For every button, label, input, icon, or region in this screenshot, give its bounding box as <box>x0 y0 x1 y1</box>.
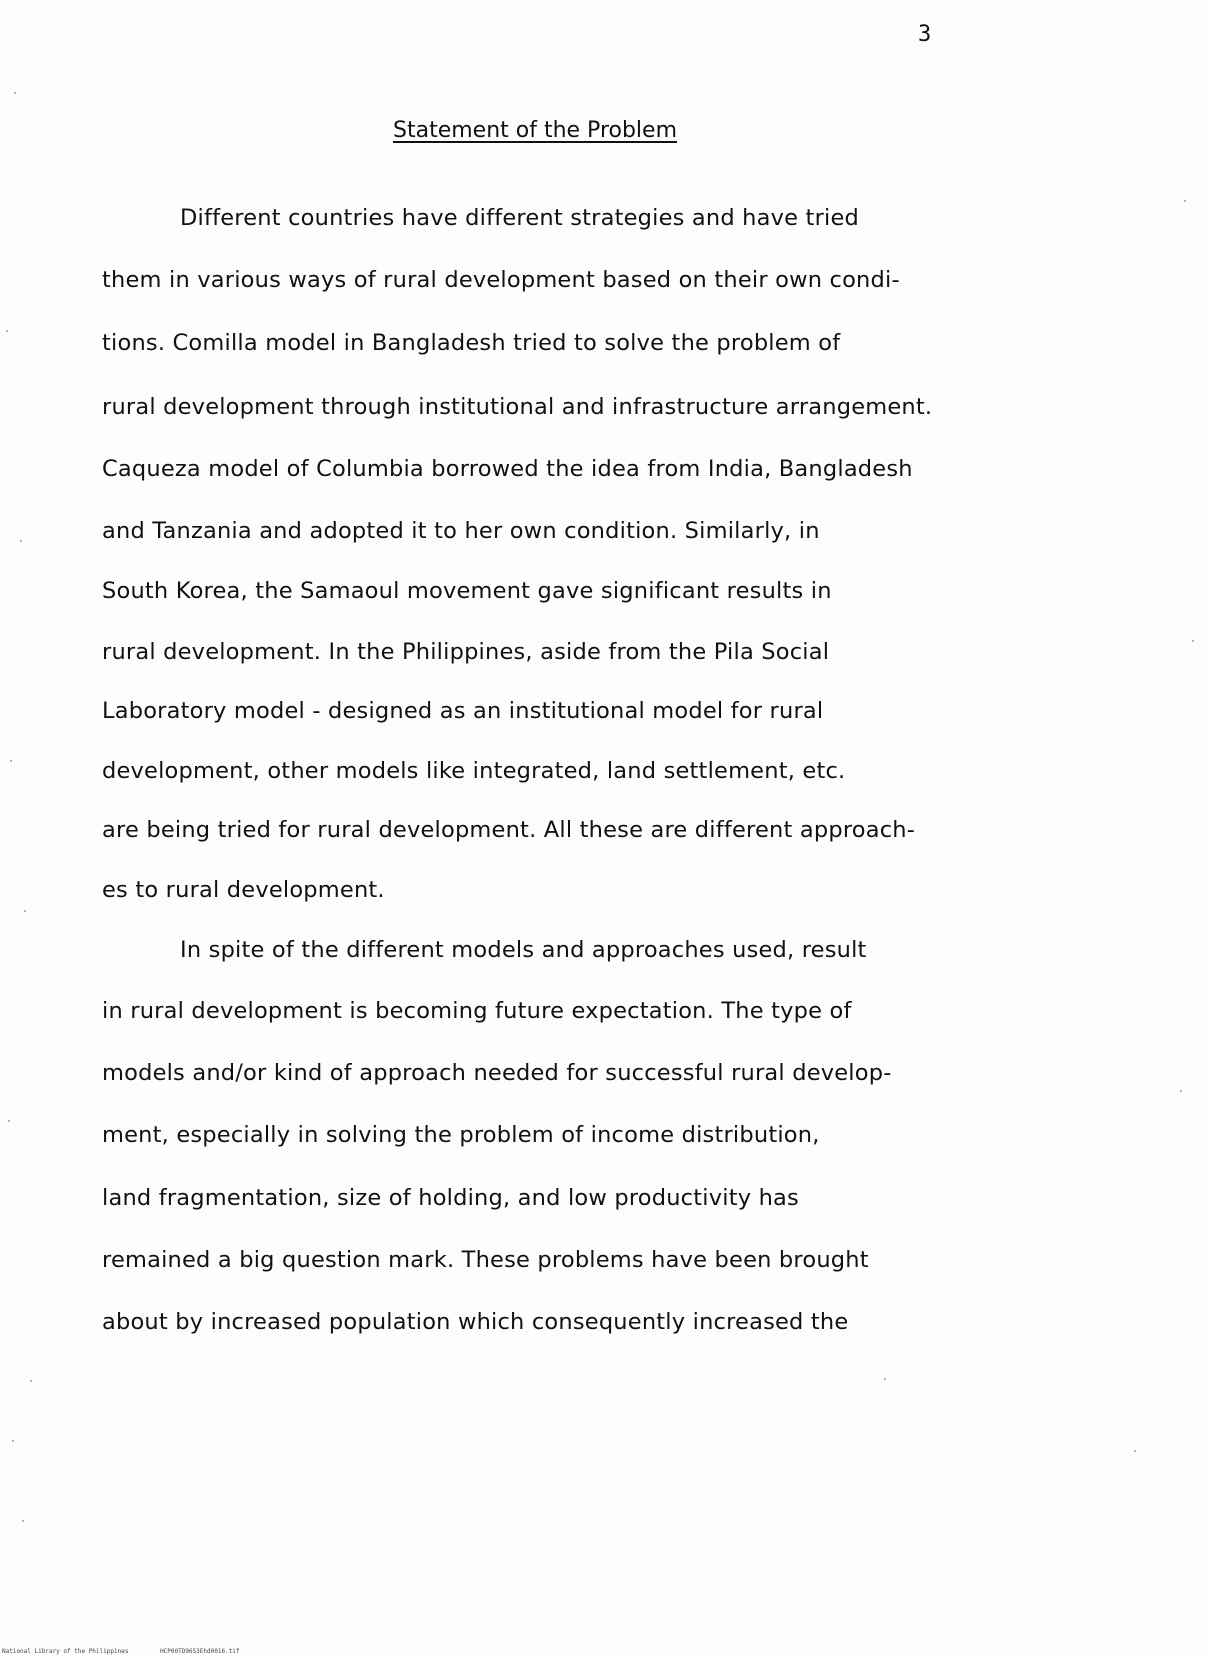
text-line: In spite of the different models and approaches used, result <box>180 937 867 963</box>
scan-speck <box>1184 200 1186 202</box>
text-line: about by increased population which consequently increased the <box>102 1309 849 1335</box>
footer-file-id: HCP00TD9653Ehd0016.tif <box>160 1648 240 1655</box>
text-line: Different countries have different strategies and have tried <box>180 205 859 231</box>
text-line: South Korea, the Samaoul movement gave significant results in <box>102 578 832 604</box>
text-line: rural development. In the Philippines, aside from the Pila Social <box>102 639 830 665</box>
scan-speck <box>20 540 22 542</box>
text-line: and Tanzania and adopted it to her own condition. Similarly, in <box>102 518 820 544</box>
text-line: ment, especially in solving the problem of income distribution, <box>102 1122 820 1148</box>
scan-speck <box>12 1440 14 1442</box>
scan-speck <box>1192 640 1194 642</box>
scan-speck <box>24 910 26 912</box>
page-number: 3 <box>918 22 932 47</box>
section-heading: Statement of the Problem <box>393 118 678 143</box>
scan-speck <box>6 330 8 332</box>
scan-speck <box>10 760 12 762</box>
text-line: Caqueza model of Columbia borrowed the idea from India, Bangladesh <box>102 456 913 482</box>
scan-speck <box>22 1520 24 1522</box>
footer-library: National Library of the Philippines <box>2 1648 129 1655</box>
text-line: Laboratory model - designed as an institutional model for rural <box>102 698 824 724</box>
text-line: models and/or kind of approach needed for successful rural develop- <box>102 1060 892 1086</box>
scan-speck <box>8 1120 10 1122</box>
text-line: are being tried for rural development. All these are different approach- <box>102 817 916 843</box>
scan-speck <box>30 1380 32 1382</box>
scan-speck <box>1134 1450 1136 1452</box>
scan-speck <box>884 1378 886 1380</box>
scan-footer <box>2 1648 240 1655</box>
text-line: tions. Comilla model in Bangladesh tried to solve the problem of <box>102 330 841 356</box>
scan-speck <box>14 92 16 94</box>
text-line: rural development through institutional and infrastructure arrangement. <box>102 394 933 420</box>
text-line: development, other models like integrated, land settlement, etc. <box>102 758 846 784</box>
text-line: them in various ways of rural development based on their own condi- <box>102 267 900 293</box>
text-line: land fragmentation, size of holding, and low productivity has <box>102 1185 799 1211</box>
text-line: in rural development is becoming future expectation. The type of <box>102 998 852 1024</box>
text-line: es to rural development. <box>102 877 385 903</box>
scan-speck <box>1180 1090 1182 1092</box>
text-line: remained a big question mark. These problems have been brought <box>102 1247 869 1273</box>
